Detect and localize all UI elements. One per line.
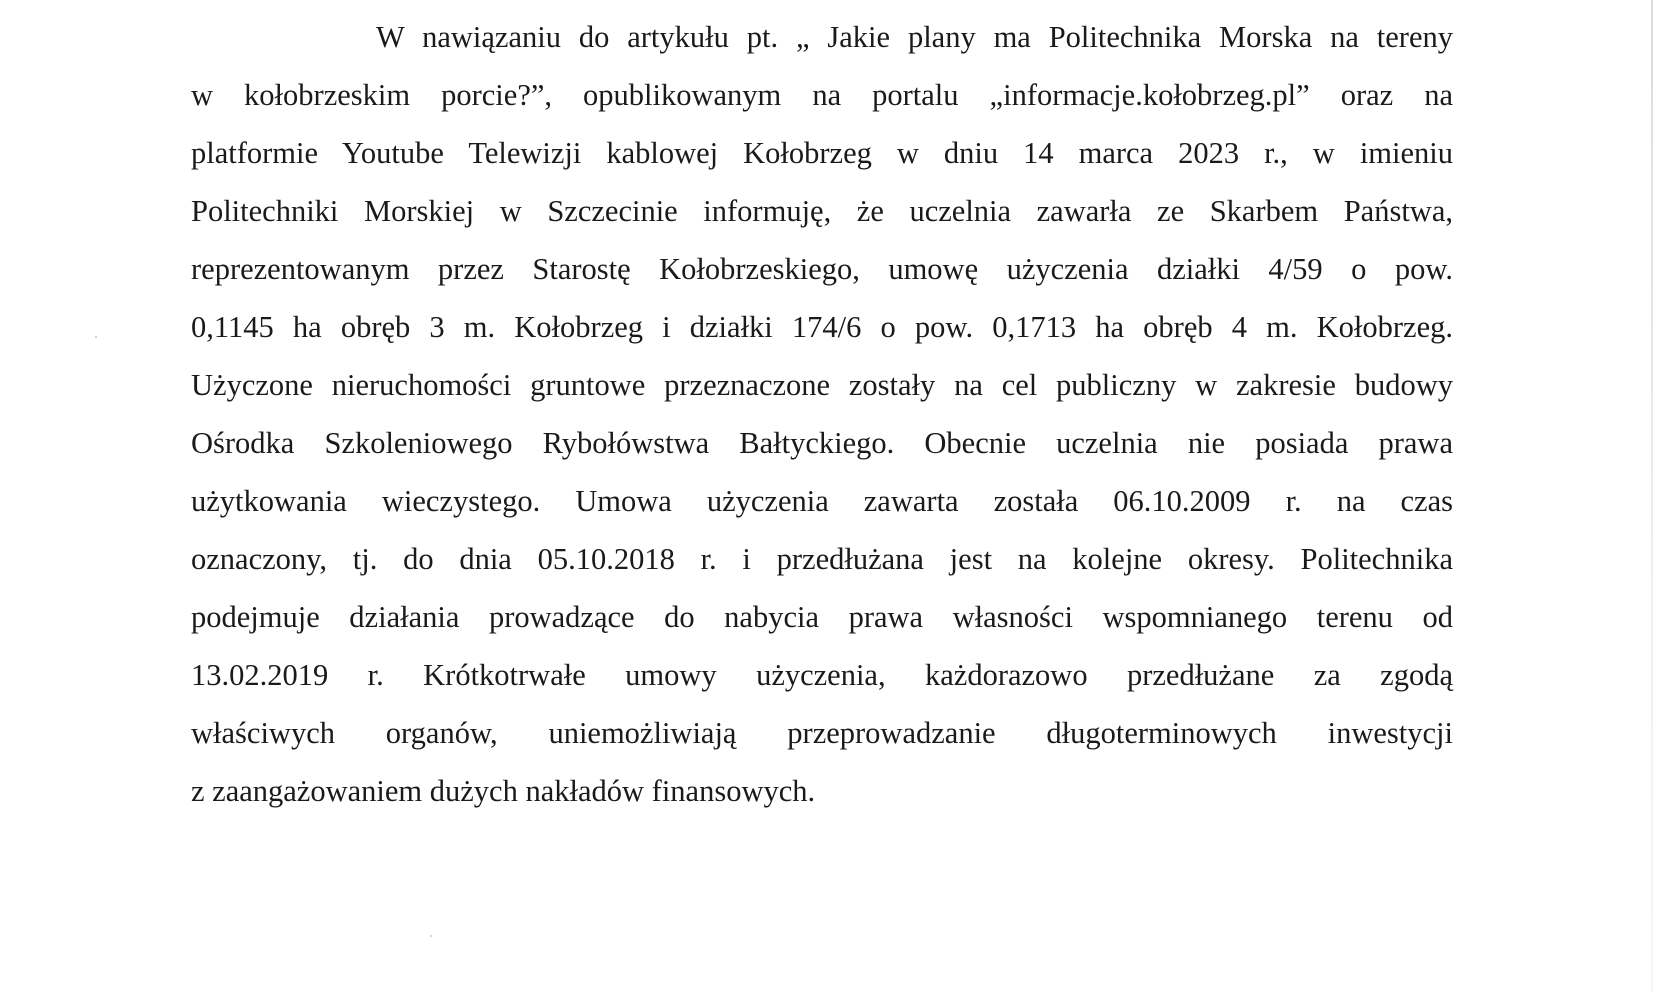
paragraph-line-1: W nawiązaniu do artykułu pt. „ Jakie plany ma Politechnika Morska na tereny — [376, 20, 1453, 54]
scan-speck — [430, 935, 432, 937]
scan-speck — [95, 336, 97, 338]
document-paragraph — [191, 8, 1453, 820]
paragraph-line-7: Użyczone nieruchomości gruntowe przeznaczone zostały na cel publiczny w zakresie budowy — [191, 368, 1453, 402]
paragraph-line-3: platformie Youtube Telewizji kablowej Kołobrzeg w dniu 14 marca 2023 r., w imieniu — [191, 136, 1453, 170]
paragraph-line-10: oznaczony, tj. do dnia 05.10.2018 r. i przedłużana jest na kolejne okresy. Politechnika — [191, 542, 1453, 576]
paragraph-line-14: z zaangażowaniem dużych nakładów finansowych. — [191, 774, 816, 808]
paragraph-line-5: reprezentowanym przez Starostę Kołobrzeskiego, umowę użyczenia działki 4/59 o pow. — [191, 252, 1453, 286]
paragraph-line-4: Politechniki Morskiej w Szczecinie informuję, że uczelnia zawarła ze Skarbem Państwa, — [191, 194, 1453, 228]
paragraph-line-12: 13.02.2019 r. Krótkotrwałe umowy użyczenia, każdorazowo przedłużane za zgodą — [191, 658, 1453, 692]
paragraph-line-9: użytkowania wieczystego. Umowa użyczenia zawarta została 06.10.2009 r. na czas — [191, 484, 1453, 518]
paragraph-line-11: podejmuje działania prowadzące do nabycia prawa własności wspomnianego terenu od — [191, 600, 1453, 634]
paragraph-line-2: w kołobrzeskim porcie?”, opublikowanym na portalu „informacje.kołobrzeg.pl” oraz na — [191, 78, 1453, 112]
paragraph-line-6: 0,1145 ha obręb 3 m. Kołobrzeg i działki 174/6 o pow. 0,1713 ha obręb 4 m. Kołobrzeg. — [191, 310, 1453, 344]
paragraph-line-13: właściwych organów, uniemożliwiają przeprowadzanie długoterminowych inwestycji — [191, 716, 1453, 750]
paragraph-line-8: Ośrodka Szkoleniowego Rybołówstwa Bałtyckiego. Obecnie uczelnia nie posiada prawa — [191, 426, 1453, 460]
